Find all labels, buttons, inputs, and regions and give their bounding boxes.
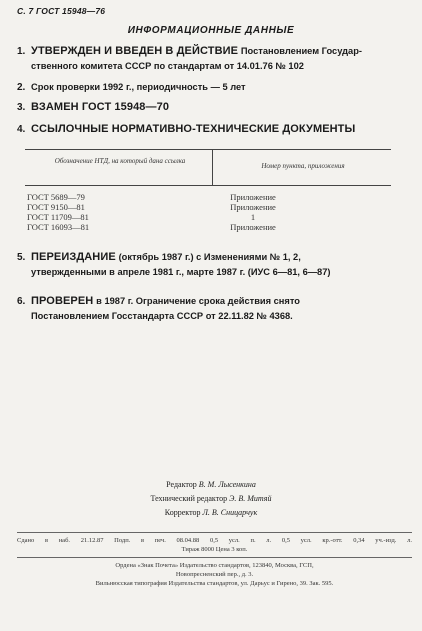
item-text: Постановлением Государ- [240,46,362,56]
credit-tech-editor [0,492,422,506]
table-header-clause: Номер пункта, приложения [261,162,345,170]
item-label: ВЗАМЕН ГОСТ 15948—70 [31,101,170,113]
item-label: ПРОВЕРЕН [31,295,94,307]
print-imprint [17,531,412,588]
item-number: 5. [17,252,26,263]
table-cell-clause: Приложение [230,202,276,212]
item-text-continued: Постановлением Госстандарта СССР от 22.11.82 № 4368. [31,311,293,321]
imprint-top-rule [17,532,412,533]
table-cell-designation: ГОСТ 11709—81 [27,212,89,222]
credit-proofreader [0,506,422,520]
info-item-5 [17,250,407,279]
item-number: 3. [17,102,26,113]
item-label: Срок проверки 1992 г., периодичность — 5 лет [31,82,246,92]
info-item-6 [17,294,407,323]
page-title: ИНФОРМАЦИОННЫЕ ДАННЫЕ [127,25,295,36]
info-item-3 [17,100,407,115]
imprint-production-line: Сдано в наб. 21.12.87 Подп. в печ. 08.04.88 0,5 усл. п. л. 0,5 усл. кр.-отт. 0,34 уч.-изд. л. [17,537,412,544]
credit-name: В. М. Лысенкина [198,480,256,489]
credit-editor [0,478,422,492]
table-column-divider [212,149,213,185]
table-cell-clause: 1 [250,212,256,222]
table-top-rule [25,149,391,150]
imprint-publisher-address: Новопресненский пер., д. 3. [175,571,254,578]
imprint-circulation: Тираж 8000 Цена 3 коп. [181,546,248,553]
credit-role: Корректор [164,508,201,517]
credit-role: Редактор [166,480,197,489]
item-number: 2. [17,82,26,93]
table-cell-clause: Приложение [230,192,276,202]
item-text-continued: утвержденными в апреле 1981 г., марте 1987 г. (ИУС 6—81, 6—87) [31,267,331,277]
imprint-middle-rule [17,557,412,558]
item-text-continued: ственного комитета СССР по стандартам от 14.01.76 № 102 [31,61,304,71]
table-cell-designation: ГОСТ 16093—81 [27,222,90,232]
credit-role: Технический редактор [150,494,228,503]
table-cell-clause: Приложение [230,222,276,232]
item-number: 6. [17,296,26,307]
item-label: ПЕРЕИЗДАНИЕ [31,251,116,263]
imprint-publisher: Ордена «Знак Почета» Издательство стандартов, 123840, Москва, ГСП, [115,562,314,569]
credit-name: Э. В. Митяй [229,494,272,503]
info-item-4 [17,122,407,137]
imprint-printer: Вильнюсская типография Издательства стандартов, ул. Дарьус и Гирено, 39. Зак. 595. [95,580,334,587]
item-label: ССЫЛОЧНЫЕ НОРМАТИВНО-ТЕХНИЧЕСКИЕ ДОКУМЕНТЫ [31,123,356,135]
table-cell-designation: ГОСТ 5689—79 [27,192,85,202]
info-item-2 [17,80,407,95]
item-text: (октябрь 1987 г.) с Изменениями № 1, 2, [118,252,301,262]
editorial-credits [0,478,422,520]
item-number: 1. [17,46,26,57]
table-cell-designation: ГОСТ 9150—81 [27,202,85,212]
item-number: 4. [17,124,26,135]
credit-name: Л. В. Сницарчук [202,508,258,517]
table-header-designation: Обозначение НТД, на который дана ссылка [54,157,186,165]
table-header-rule [25,185,391,186]
info-item-1 [17,44,407,73]
item-text: в 1987 г. Ограничение срока действия снято [96,296,300,306]
item-label: УТВЕРЖДЕН И ВВЕДЕН В ДЕЙСТВИЕ [31,45,239,57]
page-header: С. 7 ГОСТ 15948—76 [17,6,106,16]
